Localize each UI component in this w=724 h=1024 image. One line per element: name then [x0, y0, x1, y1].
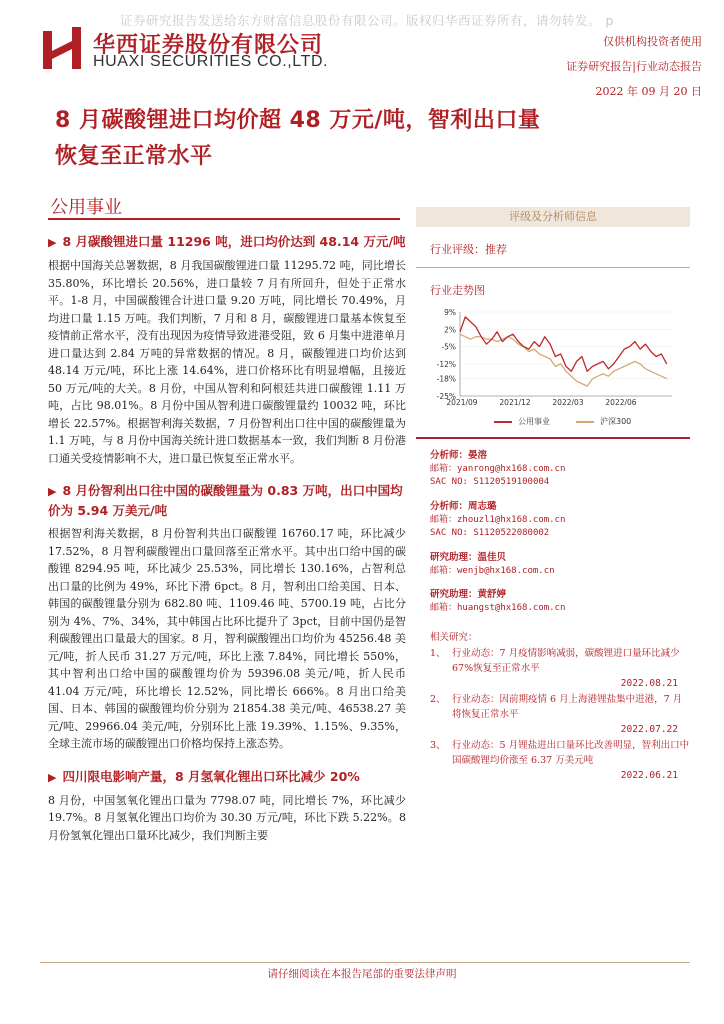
report-title	[55, 103, 685, 175]
analyst-name: 分析师：晏溶	[430, 449, 488, 461]
assistant-name: 研究助理：温佳贝	[430, 551, 507, 563]
series-line-sector	[460, 317, 667, 371]
triangle-bullet-icon: ▶	[48, 770, 57, 784]
analyst-name: 分析师：周志璐	[430, 500, 497, 512]
related-text: 行业动态：5 月锂盐进出口量环比改善明显，智利出口中国碳酸锂均价涨至 6.37 万美元吨	[452, 739, 690, 766]
related-date: 2022.08.21	[620, 677, 678, 689]
y-tick-label: -12%	[436, 359, 456, 369]
report-type: 证券研究报告|行业动态报告	[566, 60, 702, 73]
title-line-2: 恢复至正常水平	[55, 144, 213, 169]
related-text: 行业动态：因前期疫情 6 月上海港锂盐集中进港，7 月将恢复正常水平	[452, 693, 683, 720]
sector-divider	[48, 218, 400, 220]
legend-item: 公用事业	[494, 416, 550, 427]
y-tick-label: 2%	[444, 325, 456, 335]
related-item[interactable]	[430, 738, 690, 768]
analyst-block	[430, 551, 690, 579]
analyst-sac: SAC NO: S1120522080002	[430, 528, 550, 538]
section-body: 根据智利海关数据，8 月份智利共出口碳酸锂 16760.17 吨，环比减少 17.52%，8 月智利碳酸锂出口量回落至正常水平。其中出口给中国的碳酸锂 8294.95 吨，环比减少 25.53%，同比增长 130.16%，占智利总出口量的比例为 49%，环比下滑 6pct。8 月，智利出口给美国、日本、韩国的碳酸锂量分别为 682.80 吨、1109.46 吨、5700.19 吨，占比分别为 4%、7%、34%，其中韩国占比环比提升了 3pct，目前中国仍是智利碳酸锂出口量最大的国家。8 月，智利碳酸锂出口均价为 45256.48 美元/吨，折人民币 31.27 万元/吨，环比上涨 7.84%，同比增长 550%，其中智利出口给中国的碳酸锂均价为 59396.08 美元/吨，折人民币 41.04 万元/吨，环比增长 12.52%，同比增长 666%。8 月出口给美国、日本、韩国的碳酸锂均价分别为 21854.38 美元/吨、46538.27 美元/吨、29966.04 美元/吨，分别环比上涨 19.39%、1.15%、9.35%，全球主流市场的碳酸锂出口价格均保持上涨态势。	[48, 527, 406, 750]
sidebar	[416, 207, 690, 783]
y-tick-label: -5%	[441, 342, 456, 352]
sidebar-header: 评级及分析师信息	[416, 207, 690, 227]
x-tick-label: 2021/12	[499, 398, 531, 407]
brand-name-cn: 华西证券股份有限公司	[93, 33, 324, 58]
footer-disclaimer: 请仔细阅读在本报告尾部的重要法律声明	[267, 968, 457, 980]
rating-value: 推荐	[485, 243, 507, 256]
analyst-email[interactable]: 邮箱：yanrong@hx168.com.cn	[430, 463, 566, 474]
section-heading: ▶ 8 月碳酸锂进口量 11296 吨，进口均价达到 48.14 万元/吨	[48, 234, 406, 249]
related-item[interactable]	[430, 646, 690, 676]
section-1	[48, 232, 406, 467]
assistant-name: 研究助理：黄舒婷	[430, 589, 507, 600]
footer-divider	[40, 962, 690, 963]
y-tick-label: 9%	[444, 308, 456, 317]
x-tick-label: 2021/09	[446, 398, 478, 407]
assistant-email[interactable]: 邮箱：huangst@hx168.com.cn	[430, 603, 566, 613]
triangle-bullet-icon: ▶	[48, 485, 57, 498]
analyst-email[interactable]: 邮箱：zhouzl1@hx168.com.cn	[430, 514, 566, 525]
related-title: 相关研究：	[430, 631, 478, 643]
triangle-bullet-icon: ▶	[48, 236, 57, 249]
rating-label: 行业评级：	[430, 243, 485, 256]
y-tick-label: -18%	[436, 374, 456, 384]
related-number: 2、	[430, 693, 446, 705]
related-number: 3、	[430, 739, 446, 751]
chart-legend	[494, 416, 690, 427]
section-3	[48, 767, 406, 845]
trend-title: 行业走势图	[430, 284, 485, 297]
section-heading: ▶ 8 月份智利出口往中国的碳酸锂量为 0.83 万吨，出口中国均价为 5.94 万美元/吨	[48, 483, 403, 518]
brand-name-en: HUAXI SECURITIES CO.,LTD.	[93, 53, 329, 70]
related-research	[430, 630, 690, 783]
watermark: 证券研究报告发送给东方财富信息股份有限公司。版权归华西证券所有，请勿转发。 p	[120, 13, 614, 28]
legend-swatch	[576, 421, 594, 423]
section-heading: ▶ 四川限电影响产量，8 月氢氧化锂出口环比减少 20%	[48, 768, 360, 784]
investor-only-note: 仅供机构投资者使用	[603, 35, 702, 48]
sector-label: 公用事业	[50, 197, 122, 218]
analyst-block	[430, 500, 690, 541]
x-tick-label: 2022/03	[552, 398, 584, 407]
huaxi-logo-icon	[43, 27, 81, 69]
rating-row	[430, 241, 690, 257]
sidebar-divider	[416, 437, 690, 439]
report-date: 2022 年 09 月 20 日	[595, 85, 702, 98]
legend-swatch	[494, 421, 512, 423]
title-line-1: 8 月碳酸锂进口均价超 48 万元/吨，智利出口量	[55, 108, 541, 133]
section-body: 8 月份，中国氢氧化锂出口量为 7798.07 吨，同比增长 7%，环比减少 19.7%。8 月氢氧化锂出口均价为 30.30 万元/吨，环比下跌 5.22%。8 月份氢氧化锂出口量环比减少，我们判断主要	[48, 793, 406, 842]
related-date: 2022.07.22	[620, 723, 678, 735]
section-2	[48, 481, 406, 753]
related-item[interactable]	[430, 692, 690, 722]
analyst-sac: SAC NO: S1120519100004	[430, 477, 550, 487]
related-text: 行业动态：7 月疫情影响减弱，碳酸锂进口量环比减少 67%恢复至正常水平	[452, 647, 680, 674]
sidebar-divider	[416, 267, 690, 268]
related-number: 1、	[430, 647, 446, 659]
assistant-email[interactable]: 邮箱：wenjb@hx168.com.cn	[430, 565, 555, 576]
legend-item: 沪深300	[576, 416, 631, 427]
trend-chart	[430, 306, 680, 414]
related-date: 2022.06.21	[620, 769, 678, 781]
analyst-block	[430, 588, 690, 616]
main-body	[48, 232, 406, 858]
y-tick-label: -25%	[436, 392, 456, 401]
x-tick-label: 2022/06	[605, 398, 637, 407]
section-body: 根据中国海关总署数据，8 月我国碳酸锂进口量 11295.72 吨，同比增长 35.80%，环比增长 20.56%，进口量较 7 月有所回升，但处于正常水平。1-8 月，中国碳酸锂合计进口量 9.20 万吨，同比增长 70.49%，月均进口量 1.15 万吨。我们判断，7 月和 8 月，碳酸锂进口量基本恢复至疫情前正常水平，没有出现因为疫情导致进港受阻，致 6 月集中进港单月进口量达到 2.84 万吨的异常数据的情况。8 月，碳酸锂进口均价达到 48.14 万元/吨，环比上涨 14.64%，进口价格环比有明显增幅，且接近 50 万元/吨的大关。8 月份，中国从智利和阿根廷共进口碳酸锂 1.11 万吨，占比 98.01%。8 月份中国从智利进口碳酸锂量约 10032 吨，环比增长 22.57%。根据智利海关数据，7 月份智利出口往中国的碳酸锂量为 1.1 万吨，与 8 月份中国海关统计进口数据基本一致，我们判断 8 月份港口通关受疫情影响不大，进口量已恢复至正常水平。	[48, 259, 406, 465]
analyst-block	[430, 449, 690, 490]
